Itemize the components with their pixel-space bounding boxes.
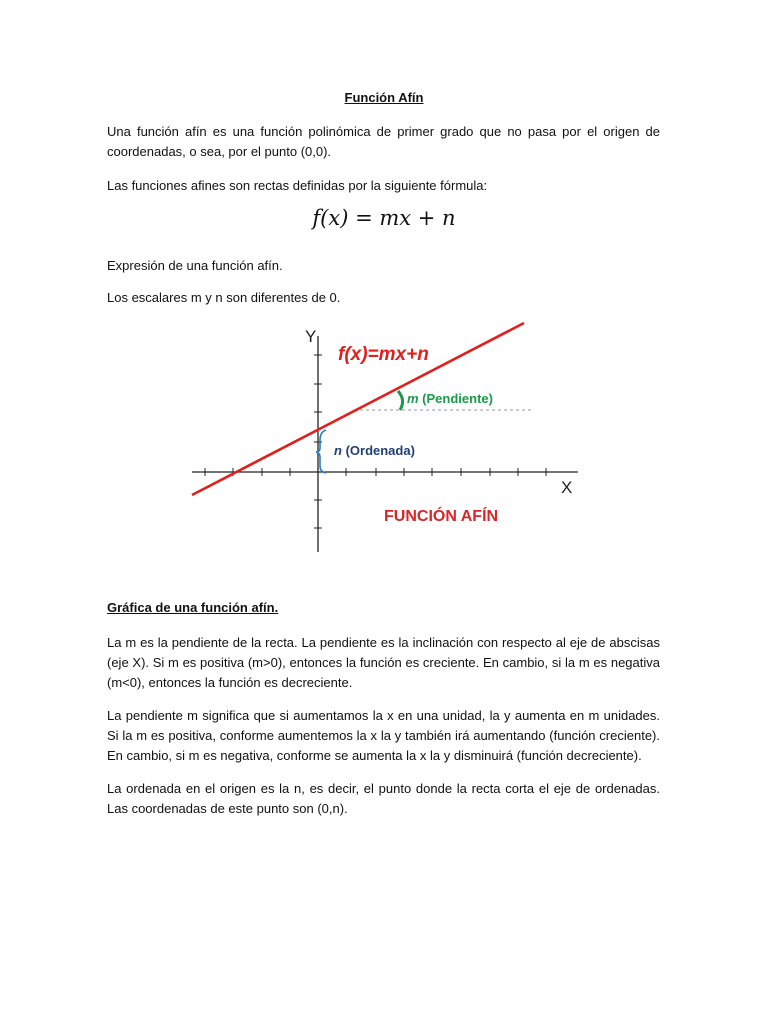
x-axis-label: X	[561, 478, 573, 497]
intercept-label	[334, 443, 415, 458]
function-label: f(x)=mx+n	[338, 344, 429, 365]
intercept-symbol: n	[334, 443, 342, 458]
slope-symbol: m	[407, 391, 419, 406]
scalars-note: Los escalares m y n son diferentes de 0.	[107, 290, 341, 305]
y-axis-label: Y	[305, 327, 317, 346]
intercept-text: (Ordenada)	[341, 443, 415, 458]
formula-intro-paragraph: Las funciones afines son rectas definidas por la siguiente fórmula:	[107, 178, 488, 193]
slope-meaning-paragraph: La pendiente m significa que si aumentamos la x en una unidad, la y aumenta en m unidades. Si la m es positiva, conforme aumentemos la x la y también irá aumentando (función creciente). En cambio, si m es negativa, conforme se aumenta la x la y disminuirá (función decreciente).	[107, 708, 660, 763]
formula: f(x) = mx + n	[312, 206, 456, 230]
section-heading: Gráfica de una función afín.	[107, 600, 279, 615]
graph-caption: FUNCIÓN AFÍN	[384, 508, 499, 525]
slope-text: (Pendiente)	[418, 391, 493, 406]
formula-caption: Expresión de una función afín.	[107, 258, 283, 273]
page-title: Función Afín	[344, 90, 424, 105]
slope-arc	[398, 391, 403, 410]
intercept-paragraph: La ordenada en el origen es la n, es decir, el punto donde la recta corta el eje de ordenadas. Las coordenadas de este punto son (0,n).	[107, 781, 660, 816]
slope-label	[407, 391, 493, 406]
slope-paragraph: La m es la pendiente de la recta. La pendiente es la inclinación con respecto al eje de abscisas (eje X). Si m es positiva (m>0), entonces la función es creciente. En cambio, si la m es negativa (m<0), entonces la función es decreciente.	[107, 635, 660, 690]
intro-paragraph: Una función afín es una función polinómica de primer grado que no pasa por el origen de coordenadas, o sea, por el punto (0,0).	[107, 124, 660, 159]
